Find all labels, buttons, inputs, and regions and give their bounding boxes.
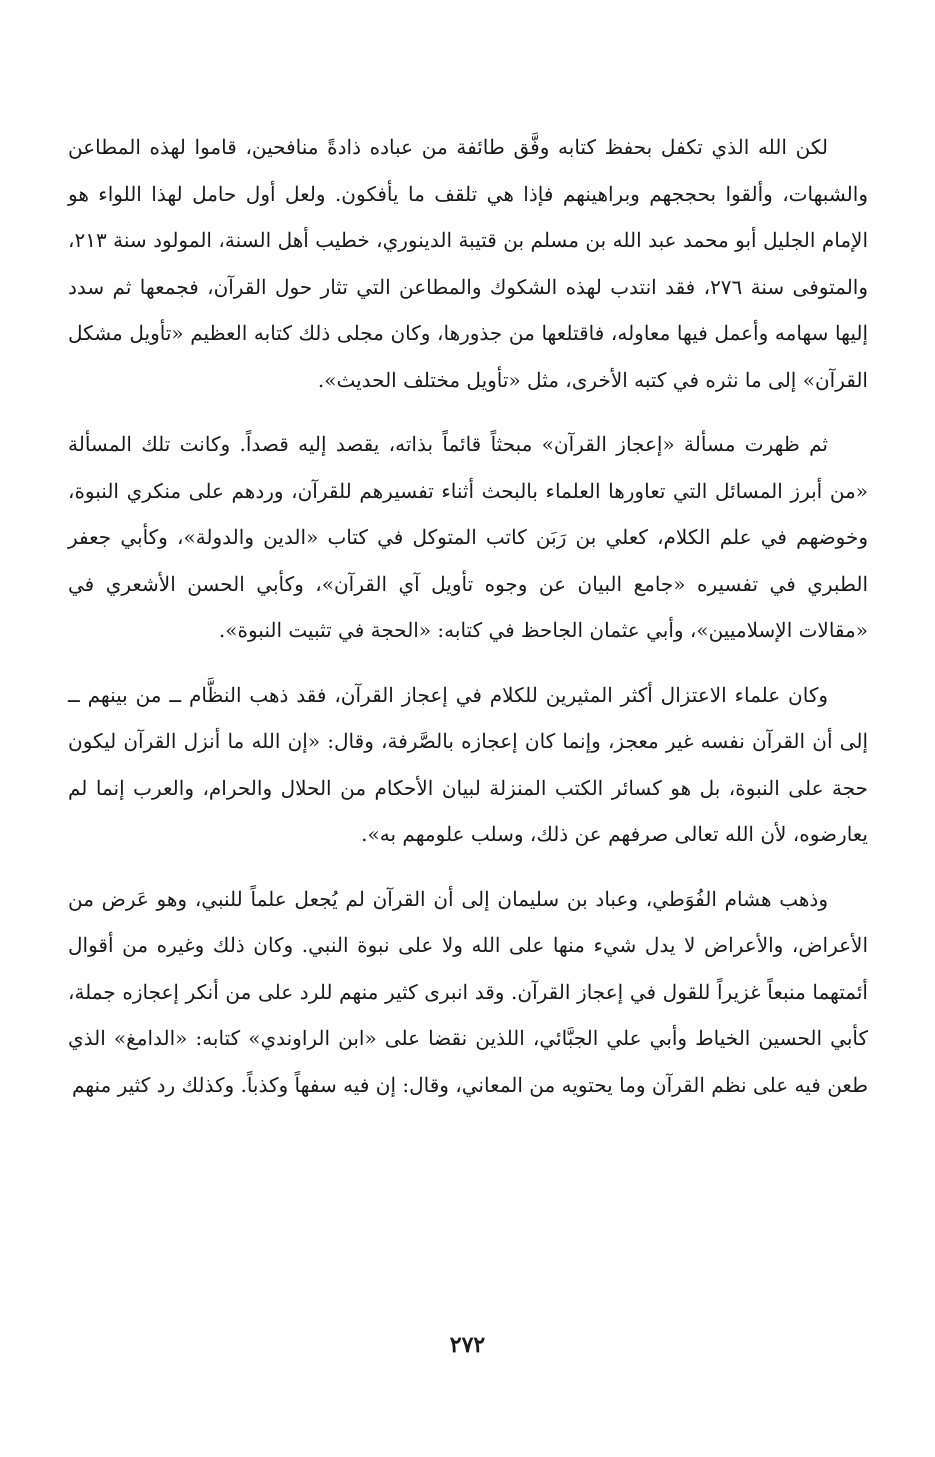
page-number: ٢٧٢	[449, 1332, 486, 1358]
paragraph-1: لكن الله الذي تكفل بحفظ كتابه وفَّق طائفة من عباده ذادةً منافحين، قاموا لهذه المطاعن والشبهات، وألقوا بحججهم وبراهينهم فإذا هي تلقف ما يأفكون. ولعل أول حامل لهذا اللواء هو الإمام الجليل أبو محمد عبد الله بن مسلم بن قتيبة الدينوري، خطيب أهل السنة، المولود سنة ٢١٣، والمتوفى سنة ٢٧٦، فقد انتدب لهذه الشكوك والمطاعن التي تثار حول القرآن، فجمعها ثم سدد إليها سهامه وأعمل فيها معاوله، فاقتلعها من جذورها، وكان مجلى ذلك كتابه العظيم «تأويل مشكل القرآن» إلى ما نثره في كتبه الأخرى، مثل «تأويل مختلف الحديث».	[68, 135, 868, 392]
paragraph-4: وذهب هشام الفُوَطي، وعباد بن سليمان إلى أن القرآن لم يُجعل علماً للنبي، وهو عَرض من الأعراض، والأعراض لا يدل شيء منها على الله ولا على نبوة النبي. وكان ذلك وغيره من أقوال أئمتهما منبعاً غزيراً للقول في إعجاز القرآن. وقد انبرى كثير منهم للرد على من أنكر إعجازه جملة، كأبي الحسين الخياط وأبي علي الجبَّائي، اللذين نقضا على «ابن الراوندي» كتابه: «الدامغ» الذي طعن فيه على نظم القرآن وما يحتويه من المعاني، وقال: إن فيه سفهاً وكذباً. وكذلك رد كثير منهم	[68, 886, 868, 1097]
page-body	[68, 124, 868, 1126]
paragraph-3: وكان علماء الاعتزال أكثر المثيرين للكلام في إعجاز القرآن، فقد ذهب النظَّام ــ من بينهم ــ إلى أن القرآن نفسه غير معجز، وإنما كان إعجازه بالصَّرفة، وقال: «إن الله ما أنزل القرآن ليكون حجة على النبوة، بل هو كسائر الكتب المنزلة لبيان الأحكام من الحلال والحرام، والعرب إنما لم يعارضوه، لأن الله تعالى صرفهم عن ذلك، وسلب علومهم به».	[68, 682, 868, 846]
paragraph-2: ثم ظهرت مسألة «إعجاز القرآن» مبحثاً قائماً بذاته، يقصد إليه قصداً. وكانت تلك المسألة «من أبرز المسائل التي تعاورها العلماء بالبحث أثناء تفسيرهم للقرآن، وردهم على منكري النبوة، وخوضهم في علم الكلام، كعلي بن رَبَن كاتب المتوكل في كتاب «الدين والدولة»، وكأبي جعفر الطبري في تفسيره «جامع البيان عن وجوه تأويل آي القرآن»، وكأبي الحسن الأشعري في «مقالات الإسلاميين»، وأبي عثمان الجاحظ في كتابه: «الحجة في تثبيت النبوة».	[68, 432, 868, 642]
